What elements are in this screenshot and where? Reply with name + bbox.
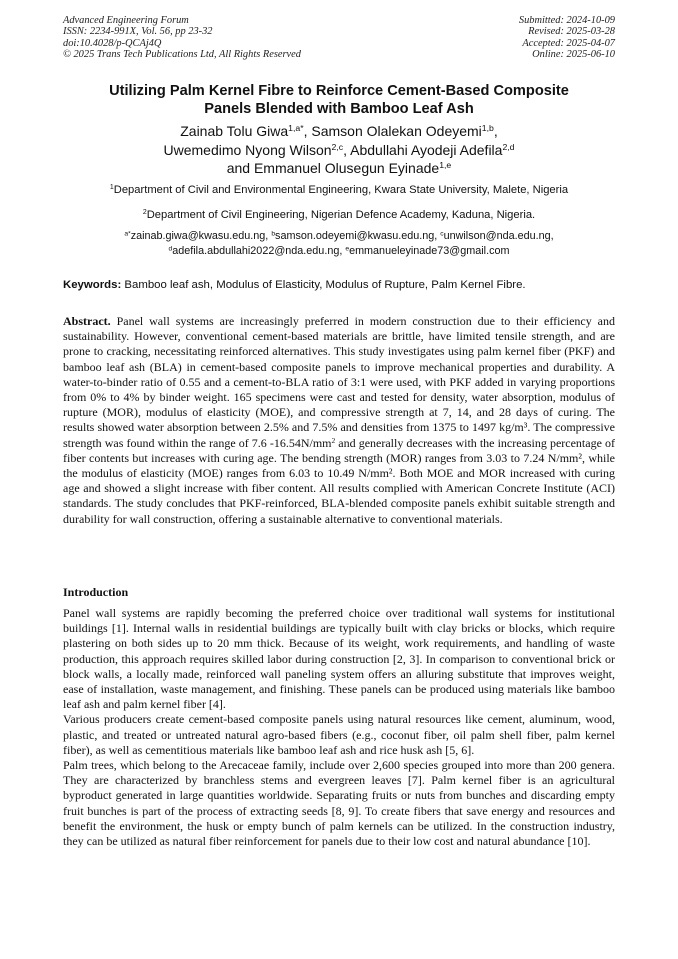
affiliation-sup: 2 xyxy=(142,209,147,217)
keywords xyxy=(63,278,615,292)
date-submitted: Submitted: 2024-10-09 xyxy=(518,15,615,26)
author-sup: 2,c xyxy=(331,141,344,152)
abstract-label: Abstract. xyxy=(63,314,111,328)
date-online: Online: 2025-06-10 xyxy=(532,48,615,60)
email-line xyxy=(63,229,615,244)
journal-issn: ISSN: 2234-991X, Vol. 56, pp 23-32 xyxy=(63,26,213,38)
introduction-body xyxy=(63,606,615,849)
email-address: zainab.giwa@kwasu.edu.ng, xyxy=(130,230,272,242)
email-sup: d xyxy=(168,245,173,253)
author-name: Zainab Tolu Giwa xyxy=(180,123,289,139)
author-line: Uwemedimo Nyong Wilson$^{2,c}$, Abdullahi Ayodeji Adefila$^{2,d}$ xyxy=(163,141,515,158)
author-sup: 2,d xyxy=(502,141,515,152)
article-dates xyxy=(519,15,615,60)
paragraph: Palm trees, which belong to the Arecaceae family, include over 2,600 species grouped into more than 200 genera. They are characterized by branchless stems and evergreen leaves [7]. Palm kernel fiber is an agricultural byproduct generated in large quantities worldwide. Separating fruits or nuts from bunches and discarding empty fruit bunches is part of the process of extracting seeds [8, 9]. To create fibers that save energy and resources and benefit the environment, the husk or empty bunch of palm kernels can be utilized. In the construction industry, they can be utilized as natural fiber reinforcement for panels due to their low cost and natural abundance [10]. xyxy=(63,758,615,849)
author-sup: 1,a* xyxy=(288,123,304,134)
author-line: and Emmanuel Olusegun Eyinade$^{1,e}$ xyxy=(226,160,452,176)
email-sup: a* xyxy=(124,230,131,238)
email-address: adefila.abdullahi2022@nda.edu.ng, xyxy=(172,245,346,257)
date-revised: Revised: 2025-03-28 xyxy=(528,26,615,38)
author-name: Uwemedimo Nyong Wilson xyxy=(163,141,332,158)
email-address: samson.odeyemi@kwasu.edu.ng, xyxy=(275,230,441,242)
author-name: Samson Olalekan Odeyemi xyxy=(311,123,482,139)
title-line: Panels Blended with Bamboo Leaf Ash xyxy=(204,101,474,117)
date-accepted: Accepted: 2025-04-07 xyxy=(522,37,615,49)
keywords-text: Bamboo leaf ash, Modulus of Elasticity, Modulus of Rupture, Palm Kernel Fibre. xyxy=(121,279,526,291)
email-address: emmanueleyinade73@gmail.com xyxy=(349,245,510,257)
affiliation xyxy=(63,183,615,197)
email-sup: b xyxy=(271,230,276,238)
affiliation-sup: 1 xyxy=(109,184,114,192)
author-name: Abdullahi Ayodeji Adefila xyxy=(350,141,503,158)
author-list xyxy=(63,122,615,178)
paper-title xyxy=(63,82,615,118)
author-name: Emmanuel Olusegun Eyinade xyxy=(253,160,440,176)
author-sup: 1,b xyxy=(481,123,494,134)
affiliation-text: Department of Civil and Environmental Engineering, Kwara State University, Malete, Nigeria xyxy=(113,184,569,196)
abstract-text: and generally decreases with the increasing percentage of fiber contents but increases with curing age. The bending strength (MOR) ranges from 3.03 to 7.24 N/mm², while the modulus of elasticity (MOE) ranges from 6.03 to 10.49 N/mm². Both MOE and MOR increased with curing age and showed a slight increase with fiber content. All results complied with American Concrete Institute (ACI) standards. The study concludes that PKF-reinforced, BLA-blended composite panels exhibit suitable strength and durability for wall construction, offering a sustainable alternative to conventional materials. xyxy=(63,435,615,526)
paragraph: Panel wall systems are rapidly becoming the preferred choice over traditional wall systems for institutional buildings [1]. Internal walls in residential buildings are typically built with clay bricks or blocks, which require plastering on both sides up to 20 mm thick. Because of its weight, work requirements, and handling of waste production, this approach requires skilled labor during construction [2, 3]. In comparison to conventional brick or block walls, a locally made, reinforced wall paneling system offers an alluring substitute that improves weight, ease of installation, waste management, and finishing. These panels can be produced using materials like bamboo leaf ash and palm kernel fiber [4]. xyxy=(63,606,615,712)
journal-copyright: © 2025 Trans Tech Publications Ltd, All Rights Reserved xyxy=(63,48,301,60)
author-line: Zainab Tolu Giwa$^{1,a*}$, Samson Olalekan Odeyemi$^{1,b}$, xyxy=(180,123,498,139)
abstract-text: Panel wall systems are increasingly preferred in modern construction due to their efficiency and sustainability. However, conventional cement-based materials are brittle, have limited tensile strength, and are prone to cracking, necessitating reinforced alternatives. This study investigates using palm kernel fiber (PKF) and bamboo leaf ash (BLA) in cement-based composite panels to improve mechanical properties and durability. A water-to-binder ratio of 0.55 and a cement-to-BLA ratio of 3:1 were used, with PKF added in varying proportions from 0% to 4% by binder weight. 165 specimens were cast and tested for density, water absorption, modulus of rupture (MOR), modulus of elasticity (MOE), and compressive strength at 7, 14, and 28 days of curing. The results showed water absorption between 2.5% and 7.5% and densities from 1375 to 1497 kg/m³. The compressive strength was found within the range of 7.6 -16.54N/mm xyxy=(63,314,615,450)
title-line: Utilizing Palm Kernel Fibre to Reinforce Cement-Based Composite xyxy=(109,83,569,99)
journal-name: Advanced Engineering Forum xyxy=(63,15,189,26)
journal-doi: doi:10.4028/p-QCAj4Q xyxy=(63,37,162,49)
journal-info xyxy=(63,15,301,60)
keywords-label: Keywords: xyxy=(63,279,122,291)
email-address: unwilson@nda.edu.ng, xyxy=(443,230,554,242)
affiliation-text: Department of Civil Engineering, Nigerian Defence Academy, Kaduna, Nigeria. xyxy=(146,209,536,221)
email-sup: e xyxy=(345,245,350,253)
section-heading: Introduction xyxy=(63,585,129,599)
email-sup: c xyxy=(440,230,444,238)
abstract-sup: 2 xyxy=(331,435,336,445)
email-line xyxy=(63,244,615,259)
affiliation xyxy=(63,208,615,222)
abstract xyxy=(63,314,615,527)
author-sup: 1,e xyxy=(439,160,452,171)
paragraph: Various producers create cement-based composite panels using natural resources like cement, aluminum, wood, plastic, and treated or untreated natural agro-based fibers (e.g., coconut fiber, oil palm shell fiber, palm kernel fiber), as well as cementitious materials like bamboo leaf ash and rice husk ash [5, 6]. xyxy=(63,712,615,757)
author-emails xyxy=(63,229,615,259)
